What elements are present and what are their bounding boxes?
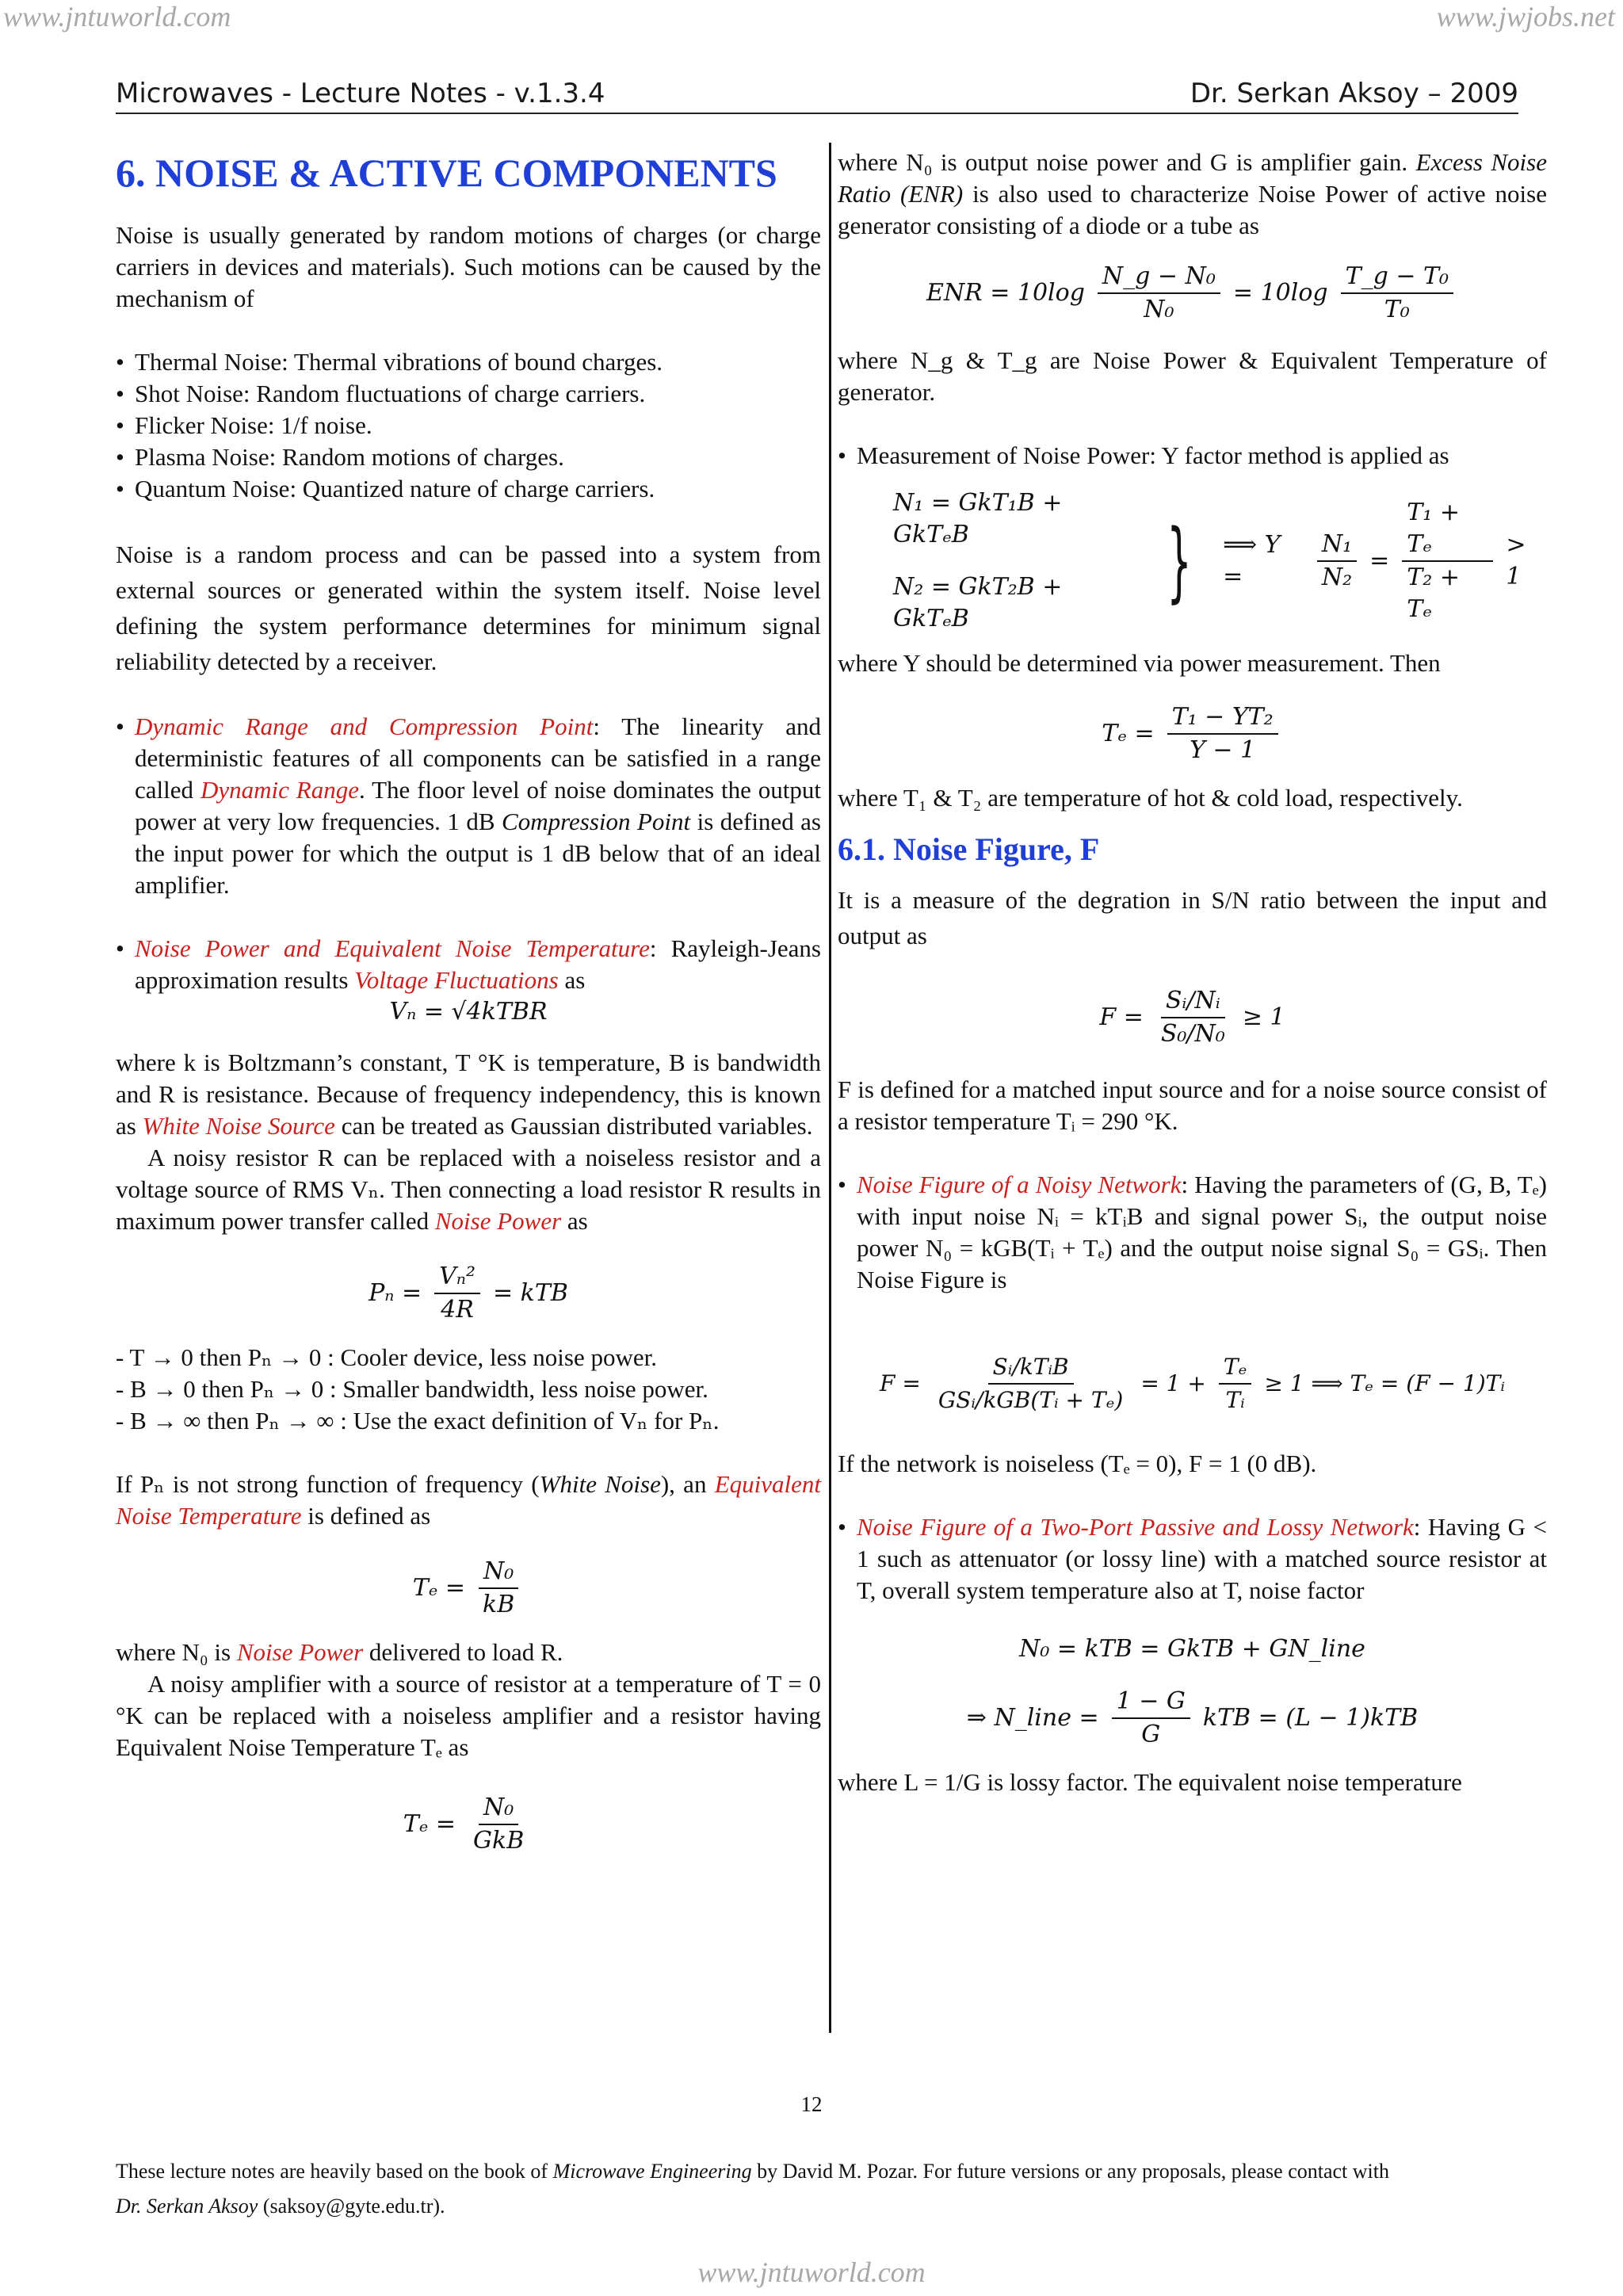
equation-vn: Vₙ = √4kTBR xyxy=(389,998,548,1026)
degradation-paragraph: It is a measure of the degration in S/N ratio between the input and output as xyxy=(838,886,1547,949)
text-run: is defined as xyxy=(301,1502,431,1530)
denominator: kB xyxy=(483,1591,515,1618)
equation-nline xyxy=(838,1686,1547,1751)
eq-lhs: ENR = 10log xyxy=(926,279,1085,307)
text-run: These lecture notes are heavily based on the book of xyxy=(116,2160,553,2183)
eq-equals: = xyxy=(1369,547,1390,575)
output-noise-paragraph xyxy=(838,147,1547,242)
random-process-paragraph: Noise is a random process and can be passed into a system from external sources or generated within the system itself. Noise level defining the system performance determines for minimum signal reliability detected by a receiver. xyxy=(116,541,821,675)
list-item: - T → 0 then Pₙ → 0 : Cooler device, less noise power. xyxy=(116,1343,657,1371)
n-system xyxy=(893,487,1136,635)
eq-lhs: Tₑ = xyxy=(412,1574,466,1602)
watermark-bottom: www.jntuworld.com xyxy=(697,2256,926,2288)
equation-f-network xyxy=(838,1351,1547,1416)
fraction xyxy=(468,1792,529,1857)
compression-point-term: Compression Point xyxy=(502,808,691,835)
list-item: • Shot Noise: Random fluctuations of charge carriers. xyxy=(116,378,821,410)
dynamic-range-term: Dynamic Range and Compression Point xyxy=(135,712,594,740)
eq-lhs: ⇒ N_line = xyxy=(966,1704,1099,1732)
header-left: Microwaves - Lecture Notes - v.1.3.4 xyxy=(116,78,605,109)
text-run: as xyxy=(561,1207,588,1235)
delivered-paragraph xyxy=(116,1637,821,1668)
equation-enr xyxy=(838,261,1547,326)
text-run: A noisy resistor R can be replaced with a noiseless resistor and a voltage source of RMS Vₙ. Then connecting a load resistor R results in maximum power transfer called xyxy=(116,1144,821,1235)
numerator: Vₙ² xyxy=(434,1261,480,1294)
footer-line-2 xyxy=(116,2189,1510,2224)
noise-power-paragraph xyxy=(116,933,821,996)
list-item: - B → 0 then Pₙ → 0 : Smaller bandwidth, less noise power. xyxy=(116,1375,708,1403)
list-item: • Flicker Noise: 1/f noise. xyxy=(116,410,821,441)
fraction xyxy=(1098,261,1220,326)
eq-lhs: F = xyxy=(880,1370,921,1396)
text-run: where k is Boltzmann’s constant, T °K is temperature, B is bandwidth and R is resistance. Because of frequency independency, this is known as xyxy=(116,1049,821,1140)
page-number: 12 xyxy=(800,2092,823,2116)
generator-paragraph: where N_g & T_g are Noise Power & Equivalent Temperature of generator. xyxy=(838,346,1547,406)
enr-term: Excess Noise Ratio (ENR) xyxy=(838,148,1547,208)
numerator: T₁ − YT₂ xyxy=(1167,701,1278,735)
dynamic-range-paragraph xyxy=(116,711,821,901)
denominator: G xyxy=(1141,1721,1161,1748)
denominator: GkB xyxy=(473,1827,525,1855)
equation-n0: N₀ = kTB = GkTB + GN_line xyxy=(1019,1635,1365,1663)
equation-f xyxy=(838,985,1547,1050)
text-run: : Having G < 1 such as attenuator (or lossy line) with a matched source resistor at T, overall system temperature also at T, noise factor xyxy=(857,1513,1547,1604)
boltzmann-paragraph xyxy=(116,1047,821,1142)
fraction xyxy=(1156,985,1230,1050)
equation-te-y xyxy=(838,701,1547,766)
denominator: N₂ xyxy=(1321,563,1353,591)
text-run: If Pₙ is not strong function of frequency ( xyxy=(116,1470,540,1498)
voltage-fluctuations-term: Voltage Fluctuations xyxy=(354,966,559,994)
eq-lhs: Pₙ = xyxy=(369,1279,422,1307)
white-noise-paragraph xyxy=(116,1469,821,1532)
right-column xyxy=(838,147,1547,1798)
watermark-top-left: www.jntuworld.com xyxy=(3,1,231,32)
numerator: 1 − G xyxy=(1112,1686,1190,1719)
fraction xyxy=(1402,497,1493,625)
numerator: T₁ + Tₑ xyxy=(1402,497,1493,562)
header-right: Dr. Serkan Aksoy – 2009 xyxy=(1190,78,1518,109)
power-measurement-paragraph: where Y should be determined via power measurement. Then xyxy=(838,649,1441,677)
eq-lhs: Tₑ = xyxy=(403,1810,456,1838)
limits-list xyxy=(116,1342,821,1437)
page-header xyxy=(116,78,1518,114)
eq-lhs: Tₑ = xyxy=(1102,720,1155,747)
noise-power-term: Noise Power and Equivalent Noise Temperature xyxy=(135,934,650,962)
noisy-network-paragraph xyxy=(838,1169,1547,1296)
denominator: 4R xyxy=(441,1296,474,1324)
text-run: : The linearity and deterministic features of all components can be satisfied in a range called xyxy=(135,712,821,804)
text-run: as xyxy=(558,966,586,994)
equation-y-factor xyxy=(838,487,1547,635)
noisy-amplifier-paragraph: A noisy amplifier with a source of resistor at a temperature of T = 0 °K can be replaced with a noiseless amplifier and a resistor having Equivalent Noise Temperature Tₑ as xyxy=(116,1670,821,1761)
list-item: • Plasma Noise: Random motions of charges. xyxy=(116,441,821,473)
equation-pn xyxy=(116,1261,821,1326)
eq-mid: = 1 + xyxy=(1140,1370,1206,1396)
dynamic-range-term-2: Dynamic Range xyxy=(200,776,359,804)
section-title: 6. NOISE & ACTIVE COMPONENTS xyxy=(116,151,777,195)
denominator: Tᵢ xyxy=(1225,1387,1245,1413)
text-run: where N₀ is xyxy=(116,1638,237,1666)
equation-te xyxy=(116,1556,821,1621)
numerator: N₀ xyxy=(479,1792,518,1825)
fraction xyxy=(1112,1686,1190,1751)
text-run: can be treated as Gaussian distributed variables. xyxy=(334,1112,813,1140)
list-item: - B → ∞ then Pₙ → ∞ : Use the exact definition of Vₙ for Pₙ. xyxy=(116,1407,720,1435)
white-noise-term: White Noise xyxy=(539,1470,661,1498)
text-run: delivered to load R. xyxy=(363,1638,563,1666)
numerator: Sᵢ/kTᵢB xyxy=(988,1351,1074,1385)
f-defined-paragraph: F is defined for a matched input source and for a noise source consist of a resistor temperature Tᵢ = 290 °K. xyxy=(838,1075,1547,1135)
list-item: • Quantum Noise: Quantized nature of charge carriers. xyxy=(116,473,821,505)
denominator: Y − 1 xyxy=(1190,736,1256,764)
intro-paragraph: Noise is usually generated by random motions of charges (or charge carriers in devices and materials). Such motions can be caused by the mechanism of xyxy=(116,221,821,312)
numerator: N₁ xyxy=(1317,529,1357,562)
fraction xyxy=(1341,261,1453,326)
list-item: • Thermal Noise: Thermal vibrations of bound charges. xyxy=(116,346,821,378)
measurement-paragraph: • Measurement of Noise Power: Y factor method is applied as xyxy=(838,440,1547,472)
noisy-resistor-paragraph xyxy=(116,1142,821,1237)
numerator: T_g − T₀ xyxy=(1341,261,1453,294)
denominator: GSᵢ/kGB(Tᵢ + Tₑ) xyxy=(938,1387,1124,1413)
noise-power-term-3: Noise Power xyxy=(236,1638,364,1666)
lossy-network-term: Noise Figure of a Two-Port Passive and Lossy Network xyxy=(857,1513,1414,1541)
fraction xyxy=(1317,529,1357,594)
eq-n1: N₁ = GkT₁B + GkTₑB xyxy=(893,489,1063,548)
numerator: Tₑ xyxy=(1219,1351,1252,1385)
numerator: N_g − N₀ xyxy=(1098,261,1220,294)
noise-power-term-2: Noise Power xyxy=(434,1207,562,1235)
text-run: is also used to characterize Noise Power of active noise generator consisting of a diode or a tube as xyxy=(838,180,1547,239)
eq-rhs: ≥ 1 ⟹ Tₑ = (F − 1)Tᵢ xyxy=(1264,1370,1505,1396)
eq-implies: ⟹ Y = xyxy=(1223,531,1281,590)
eq-gt: > 1 xyxy=(1506,531,1526,590)
footer xyxy=(116,2154,1510,2224)
column-divider xyxy=(829,143,831,2033)
eq-rhs: ≥ 1 xyxy=(1242,1003,1285,1031)
hot-cold-paragraph: where T₁ & T₂ are temperature of hot & cold load, respectively. xyxy=(838,784,1463,812)
author-name: Dr. Serkan Aksoy xyxy=(116,2195,258,2218)
fraction xyxy=(1219,1351,1252,1416)
denominator: T₀ xyxy=(1384,296,1410,323)
white-noise-source-term: White Noise Source xyxy=(142,1112,335,1140)
noiseless-paragraph: If the network is noiseless (Tₑ = 0), F = 1 (0 dB). xyxy=(838,1450,1317,1477)
eq-rhs: kTB = (L − 1)kTB xyxy=(1202,1704,1419,1732)
equation-te-gkb xyxy=(116,1792,821,1857)
footer-line-1 xyxy=(116,2154,1510,2189)
text-run: : Rayleigh-Jeans approximation results xyxy=(135,934,821,994)
right-brace-icon: } xyxy=(1167,510,1192,612)
noisy-network-term: Noise Figure of a Noisy Network xyxy=(857,1171,1182,1198)
fraction xyxy=(934,1351,1128,1416)
noise-types-list xyxy=(116,346,821,505)
lossy-network-paragraph xyxy=(838,1511,1547,1606)
fraction xyxy=(1167,701,1278,766)
book-title: Microwave Engineering xyxy=(552,2160,752,2183)
author-email: (saksoy@gyte.edu.tr). xyxy=(258,2195,445,2218)
text-run: . The floor level of noise dominates the output power at very low frequencies. 1 dB xyxy=(135,776,821,835)
text-run: is defined as the input power for which the output is 1 dB below that of an ideal amplifier. xyxy=(135,808,821,899)
eq-mid: = 10log xyxy=(1232,279,1328,307)
fraction xyxy=(478,1556,519,1621)
eq-n2: N₂ = GkT₂B + GkTₑB xyxy=(893,573,1063,632)
denominator: N₀ xyxy=(1144,296,1174,323)
denominator: T₂ + Tₑ xyxy=(1407,563,1460,623)
text-run: by David M. Pozar. For future versions or any proposals, please contact with xyxy=(751,2160,1389,2183)
fraction xyxy=(434,1261,480,1326)
numerator: Sᵢ/Nᵢ xyxy=(1161,985,1225,1018)
text-run: : Having the parameters of (G, B, Tₑ) with input noise Nᵢ = kTᵢB and signal power Sᵢ, the output noise power N₀ = kGB(Tᵢ + Tₑ) and the output noise signal S₀ = GSᵢ. Then Noise Figure is xyxy=(857,1171,1548,1293)
left-column xyxy=(116,147,821,1857)
lossy-factor-paragraph: where L = 1/G is lossy factor. The equivalent noise temperature xyxy=(838,1768,1462,1796)
text-run: ), an xyxy=(660,1470,715,1498)
equivalent-noise-temperature-term: Equivalent Noise Temperature xyxy=(116,1470,822,1530)
numerator: N₀ xyxy=(479,1556,518,1589)
eq-lhs: F = xyxy=(1099,1003,1144,1031)
eq-rhs: = kTB xyxy=(492,1279,568,1307)
subsection-title: 6.1. Noise Figure, F xyxy=(838,831,1100,867)
watermark-top-right: www.jwjobs.net xyxy=(1436,1,1615,32)
denominator: S₀/N₀ xyxy=(1160,1020,1225,1048)
text-run: where N₀ is output noise power and G is amplifier gain. xyxy=(838,148,1416,176)
